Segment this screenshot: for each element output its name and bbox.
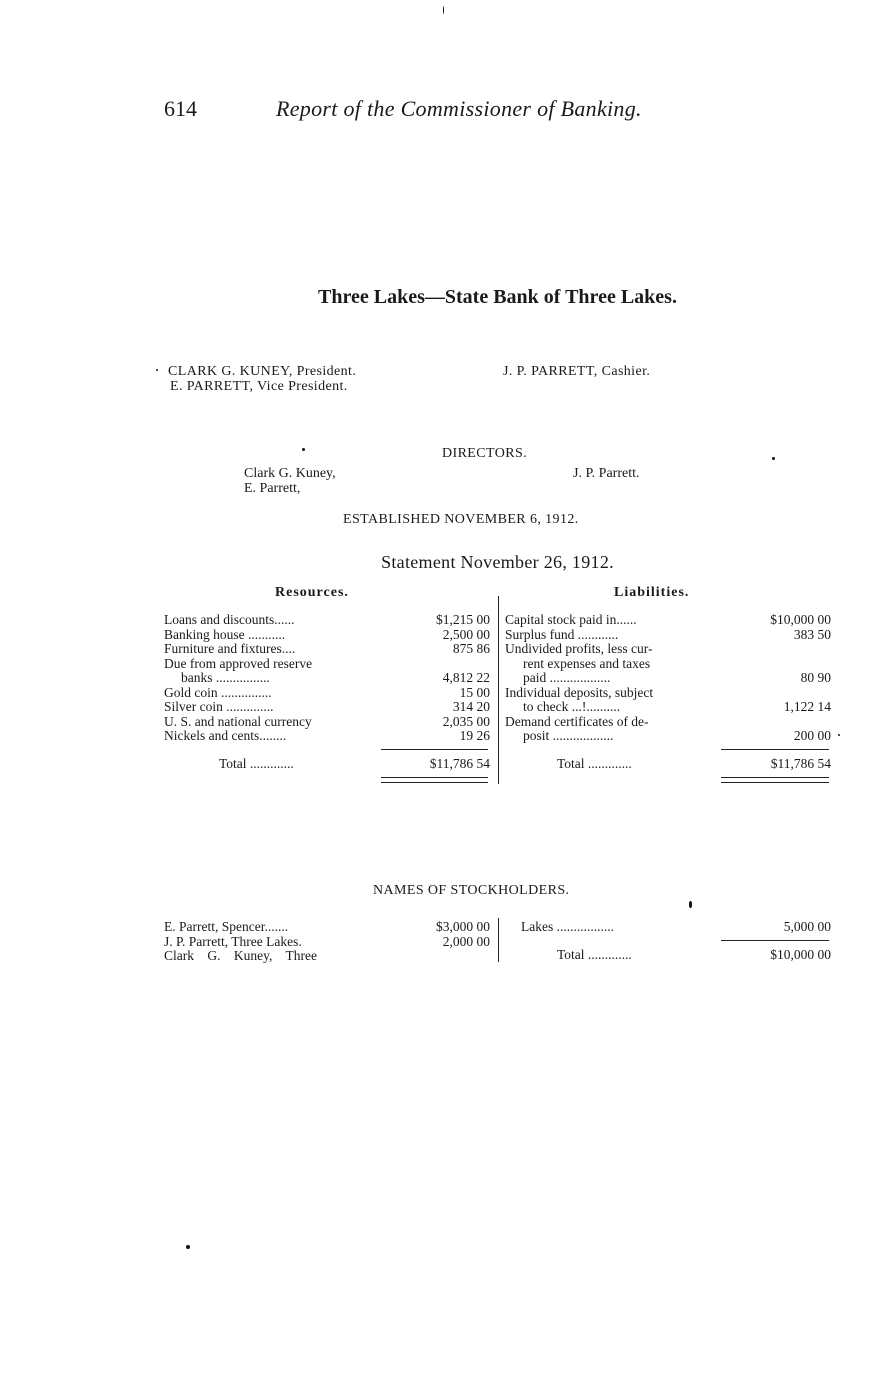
row-amount: 314 20 [452,699,490,714]
row-label: Gold coin ............... [164,684,272,700]
row-amount: 15 00 [459,684,490,700]
scan-speck [772,457,775,460]
running-title: Report of the Commissioner of Banking. [276,96,642,121]
row-label: banks ................ [181,670,270,685]
row-label: Clark G. Kuney, Three [164,948,317,963]
row-amount: 2,000 00 [442,933,490,949]
row-label: Silver coin .............. [164,699,274,714]
row-label: Capital stock paid in...... [505,612,637,627]
row-amount: 875 86 [452,641,490,656]
row-label: Lakes ................. [521,919,614,934]
scan-speck [302,448,305,451]
statement-title: Statement November 26, 1912. [381,552,614,572]
row-amount: 1,122 14 [783,699,831,714]
stockholders-divider [498,918,499,962]
row-amount: 5,000 00 [783,919,831,934]
stockholders-heading: NAMES OF STOCKHOLDERS. [373,883,570,898]
row-amount: 383 50 [793,626,831,642]
scan-speck [186,1245,190,1249]
row-amount: $1,215 00 [436,612,490,627]
row-label: Furniture and fixtures.... [164,641,296,656]
total-label: Total ............. [557,947,632,962]
scan-speck [838,734,840,736]
total-amount: $11,786 54 [770,756,831,771]
row-label: Surplus fund ............ [505,626,619,642]
row-amount: 200 00 [793,728,831,743]
row-label: to check ...!.......... [523,699,621,714]
total-amount: $11,786 54 [429,756,490,771]
resources-heading: Resources. [275,585,349,600]
total-label: Total ............. [219,756,294,771]
row-label: Banking house ........... [164,626,286,642]
row-label: Undivided profits, less cur- [505,641,653,656]
president-line: CLARK G. KUNEY, President. [168,364,357,379]
row-label: rent expenses and taxes [523,655,651,671]
double-rule [721,777,829,783]
row-label: posit .................. [523,728,614,743]
sum-rule [381,749,488,750]
liabilities-heading: Liabilities. [614,585,690,600]
row-amount: 4,812 22 [442,670,490,685]
scan-speck [443,6,444,14]
row-label: Demand certificates of de- [505,713,649,729]
cashier-line: J. P. PARRETT, Cashier. [503,364,651,379]
row-label: Loans and discounts...... [164,612,295,627]
page-number: 614 [164,96,197,121]
director-name: J. P. Parrett. [573,466,640,481]
row-label: J. P. Parrett, Three Lakes. [164,933,302,949]
statement-divider [498,596,499,784]
total-amount: $10,000 00 [770,947,831,962]
total-label: Total ............. [557,756,632,771]
row-amount: 2,035 00 [442,713,490,729]
sum-rule [721,940,829,941]
sum-rule [721,749,829,750]
director-name: Clark G. Kuney, [244,466,336,481]
row-label: U. S. and national currency [164,713,312,729]
scan-speck [689,901,692,908]
scan-speck [156,369,158,371]
double-rule [381,777,488,783]
row-label: Due from approved reserve [164,655,313,671]
directors-heading: DIRECTORS. [442,446,528,461]
row-label: E. Parrett, Spencer....... [164,919,289,934]
row-label: Nickels and cents........ [164,728,287,743]
row-amount: $3,000 00 [436,919,490,934]
row-label: Individual deposits, subject [505,684,654,700]
director-name: E. Parrett, [244,481,301,496]
row-label: paid .................. [523,670,611,685]
row-amount: 2,500 00 [442,626,490,642]
row-amount: 19 26 [459,728,490,743]
established-line: ESTABLISHED NOVEMBER 6, 1912. [343,512,579,527]
bank-title: Three Lakes—State Bank of Three Lakes. [318,286,677,308]
vice-president-line: E. PARRETT, Vice President. [170,379,348,394]
row-amount: $10,000 00 [770,612,831,627]
row-amount: 80 90 [800,670,831,685]
